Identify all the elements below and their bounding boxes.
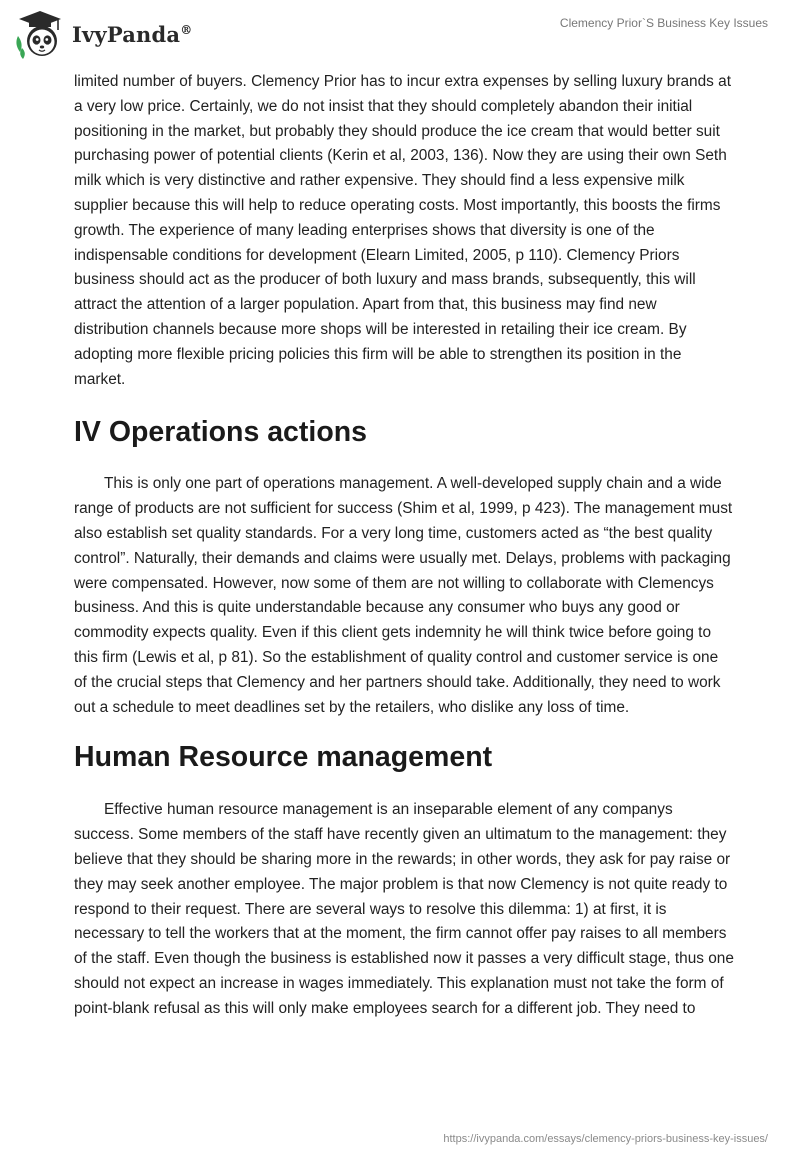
- brand-name: IvyPanda®: [72, 21, 193, 47]
- page-header: [0, 0, 800, 70]
- source-url[interactable]: https://ivypanda.com/essays/clemency-priors-business-key-issues/: [443, 1133, 768, 1145]
- operations-paragraph: This is only one part of operations management. A well-developed supply chain and a wide range of products are not sufficient for success (Shim et al, 1999, p 423). The management must also establish set quality standards. For a very long time, customers acted as “the best quality control”. Naturally, their demands and claims were usually met. Delays, problems with packaging were compensated. However, now some of them are not willing to collaborate with Clemencys business. And this is quite understandable because any consumer who buys any good or commodity expects quality. Even if this client gets indemnity he will think twice before going to this firm (Lewis et al, p 81). So the establishment of quality control and customer service is one of the crucial steps that Clemency and her partners should take. Additionally, they need to work out a schedule to meet deadlines set by the retailers, who dislike any loss of time.: [74, 475, 733, 716]
- essay-body: [74, 70, 734, 1022]
- registered-mark: ®: [180, 22, 193, 37]
- ivypanda-logo[interactable]: [14, 8, 192, 60]
- panda-graduate-icon: [14, 8, 66, 60]
- document-title: Clemency Prior`S Business Key Issues: [559, 16, 768, 30]
- section-heading-human-resources: Human Resource management: [74, 741, 493, 774]
- section-heading-operations: IV Operations actions: [74, 416, 367, 449]
- human-resources-paragraph: Effective human resource management is an inseparable element of any companys success. Some members of the staff have recently given an ultimatum to the management: they believe that they should be sharing more in the rewards; in other words, they ask for pay raise or they may seek another employee. The major problem is that now Clemency is not quite ready to respond to their request. There are several ways to resolve this dilemma: 1) at first, it is necessary to tell the workers that at the moment, the firm cannot offer pay raises to all members of the staff. Even though the business is established now it passes a very difficult stage, thus one should not expect an increase in wages immediately. This explanation must not take the form of point-blank refusal as this will only make employees search for a different job. They need to: [74, 801, 734, 1017]
- intro-paragraph: limited number of buyers. Clemency Prior has to incur extra expenses by selling luxury brands at a very low price. Certainly, we do not insist that they should completely abandon their initial positioning in the market, but probably they should produce the ice cream that would better suit purchasing power of potential clients (Kerin et al, 2003, 136). Now they are using their own Seth milk which is very distinctive and rather expensive. They should find a less expensive milk supplier because this will help to reduce operating costs. Most importantly, this boosts the firms growth. The experience of many leading enterprises shows that diversity is one of the indispensable conditions for development (Elearn Limited, 2005, p 110). Clemency Priors business should act as the producer of both luxury and mass brands, subsequently, this will attract the attention of a larger population. Apart from that, this business may find new distribution channels because more shops will be interested in retailing their ice cream. By adopting more flexible pricing policies this firm will be able to strengthen its position in the market.: [74, 73, 731, 388]
